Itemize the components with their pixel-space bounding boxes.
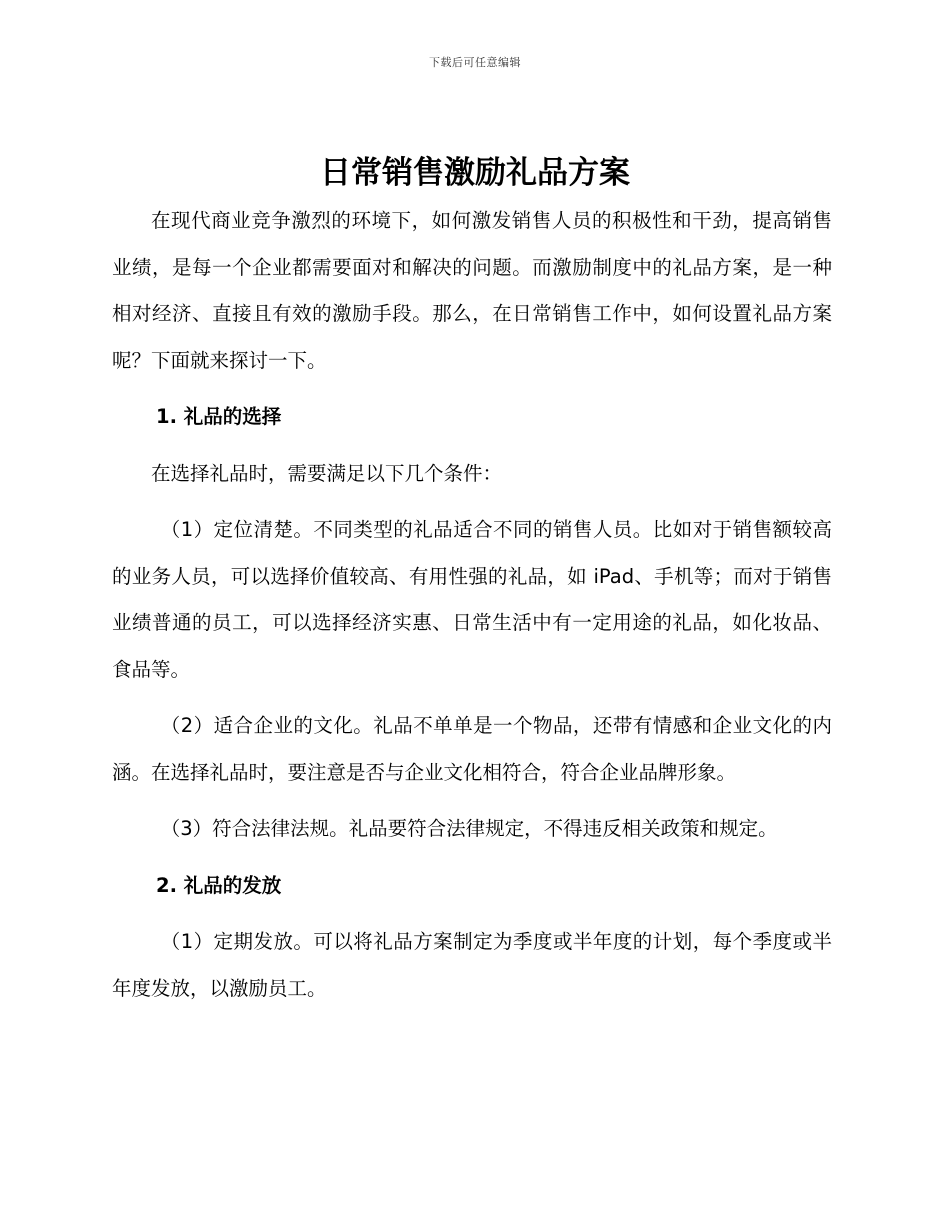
document-title: 日常销售激励礼品方案 [320, 155, 630, 191]
section-heading-gift-selection: 1. 礼品的选择 [156, 405, 282, 428]
list-item: （3）符合法律法规。礼品要符合法律规定，不得违反相关政策和规定。 [160, 817, 778, 840]
header-note: 下载后可任意编辑 [429, 56, 521, 69]
section-lead-paragraph: 在选择礼品时，需要满足以下几个条件： [151, 461, 503, 485]
list-item: （1）定期发放。可以将礼品方案制定为季度或半年度的计划，每个季度或半年度发放，以激励员工。 [112, 930, 832, 1000]
list-item: （2）适合企业的文化。礼品不单单是一个物品，还带有情感和企业文化的内涵。在选择礼品时，要注意是否与企业文化相符合，符合企业品牌形象。 [112, 714, 832, 784]
intro-paragraph: 在现代商业竞争激烈的环境下，如何激发销售人员的积极性和干劲，提高销售业绩，是每一个企业都需要面对和解决的问题。而激励制度中的礼品方案，是一种相对经济、直接且有效的激励手段。那么，在日常销售工作中，如何设置礼品方案呢？下面就来探讨一下。 [112, 209, 832, 372]
list-item: （1）定位清楚。不同类型的礼品适合不同的销售人员。比如对于销售额较高的业务人员，可以选择价值较高、有用性强的礼品，如 iPad、手机等；而对于销售业绩普通的员工，可以选择经济实惠、日常生活中有一定用途的礼品，如化妆品、食品等。 [112, 518, 832, 681]
document-body [112, 198, 832, 1012]
section-heading-gift-distribution: 2. 礼品的发放 [156, 873, 282, 897]
